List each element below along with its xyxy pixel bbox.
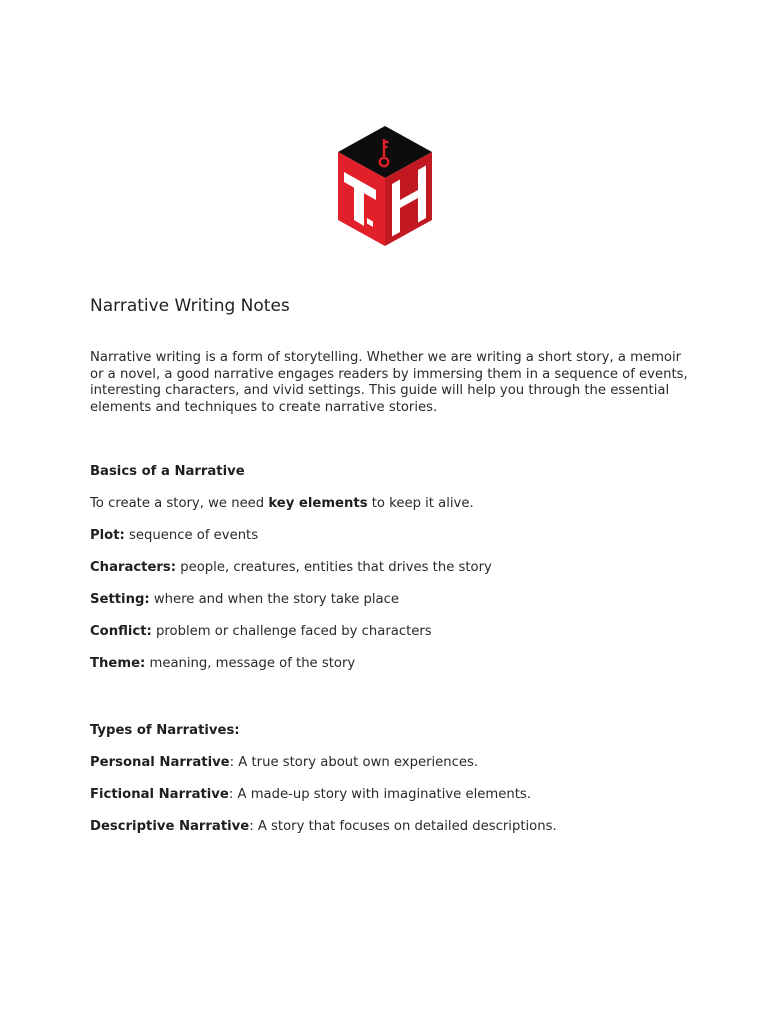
page-title: Narrative Writing Notes <box>90 296 290 316</box>
list-item <box>90 624 432 640</box>
element-desc: people, creatures, entities that drives the story <box>176 560 492 575</box>
intro-paragraph: Narrative writing is a form of storytelling. Whether we are writing a short story, a memoir or a novel, a good narrative engages readers by immersing them in a sequence of events, interesting characters, and vivid settings. This guide will help you through the essential elements and techniques to create narrative stories. <box>90 350 688 415</box>
element-desc: sequence of events <box>124 528 259 543</box>
type-desc: : A story that focuses on detailed descriptions. <box>249 819 557 834</box>
list-item <box>90 656 355 672</box>
types-heading: Types of Narratives: <box>90 723 240 738</box>
element-term: Characters: <box>90 560 177 575</box>
type-desc: : A made-up story with imaginative elements. <box>228 787 531 802</box>
basics-lead <box>90 496 474 512</box>
basics-heading: Basics of a Narrative <box>90 464 245 479</box>
list-item <box>90 819 557 835</box>
element-desc: where and when the story take place <box>149 592 399 607</box>
list-item <box>90 755 478 771</box>
type-desc: : A true story about own experiences. <box>229 755 479 770</box>
type-term: Descriptive Narrative <box>90 819 250 834</box>
element-term: Conflict: <box>90 624 152 639</box>
list-item <box>90 560 492 576</box>
basics-lead-pre: To create a story, we need <box>90 496 269 511</box>
list-item <box>90 787 531 803</box>
element-term: Theme: <box>90 656 146 671</box>
type-term: Personal Narrative <box>90 755 230 770</box>
basics-lead-bold: key elements <box>268 496 368 511</box>
element-desc: meaning, message of the story <box>145 656 356 671</box>
element-term: Plot: <box>90 528 125 543</box>
list-item <box>90 592 399 608</box>
basics-lead-post: to keep it alive. <box>367 496 474 511</box>
list-item <box>90 528 258 544</box>
element-desc: problem or challenge faced by characters <box>151 624 432 639</box>
th-logo-icon <box>338 126 432 246</box>
type-term: Fictional Narrative <box>90 787 229 802</box>
element-term: Setting: <box>90 592 150 607</box>
